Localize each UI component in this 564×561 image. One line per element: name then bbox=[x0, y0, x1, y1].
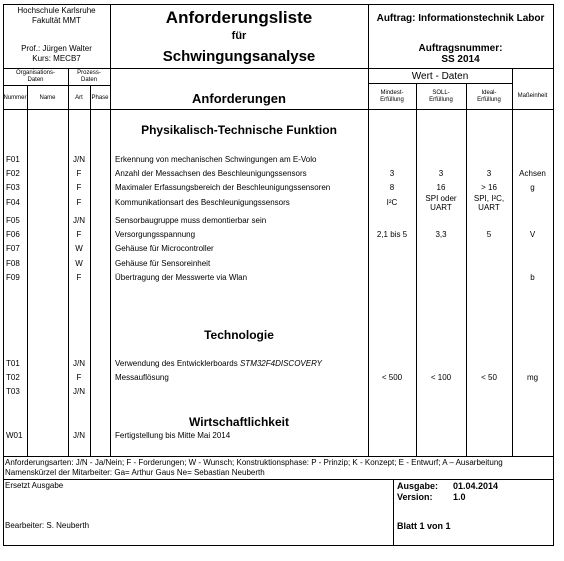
row-type: F bbox=[76, 183, 82, 192]
row-type: J/N bbox=[73, 431, 85, 440]
course: Kurs: MECB7 bbox=[32, 54, 81, 63]
row-text: Übertragung der Messwerte via Wlan bbox=[115, 273, 248, 282]
row-text: Anzahl der Messachsen des Beschleunigungssensors bbox=[115, 169, 307, 178]
row-type: W bbox=[75, 244, 83, 253]
order-number-value: SS 2014 bbox=[441, 54, 480, 65]
row-type: F bbox=[76, 273, 82, 282]
editor: Bearbeiter: S. Neuberth bbox=[5, 521, 90, 530]
faculty-name: Fakultät MMT bbox=[32, 16, 81, 25]
col-art: Art bbox=[75, 95, 83, 101]
row-text: Sensorbaugruppe muss demontierbar sein bbox=[115, 216, 267, 225]
row-text: Messauflösung bbox=[115, 373, 169, 382]
col-phase: Phase bbox=[91, 95, 109, 101]
row-number: W01 bbox=[6, 431, 23, 440]
col-soll: SOLL- Erfüllung bbox=[429, 90, 453, 103]
doc-title-for: für bbox=[231, 30, 247, 42]
row-ideal: < 50 bbox=[481, 373, 497, 382]
row-unit: mg bbox=[526, 373, 539, 382]
issue-label: Ausgabe: bbox=[397, 481, 439, 491]
board-name: STM32F4DISCOVERY bbox=[239, 359, 322, 368]
row-text: Erkennung von mechanischen Schwingungen am E-Volo bbox=[115, 155, 317, 164]
row-number: F07 bbox=[6, 244, 20, 253]
row-number: F04 bbox=[6, 198, 20, 207]
col-min: Mindest- Erfüllung bbox=[380, 90, 404, 103]
version-label: Version: bbox=[397, 492, 433, 502]
process-data-header: Prozess- Daten bbox=[77, 70, 101, 83]
row-number: T03 bbox=[6, 387, 20, 396]
order: Auftrag: Informationstechnik Labor bbox=[376, 13, 545, 24]
col-name: Name bbox=[39, 95, 56, 101]
row-text: Versorgungsspannung bbox=[115, 230, 196, 239]
doc-subject: Schwingungsanalyse bbox=[162, 48, 316, 65]
col-ideal: Ideal- Erfüllung bbox=[477, 90, 501, 103]
row-number: F02 bbox=[6, 169, 20, 178]
row-type: J/N bbox=[73, 216, 85, 225]
value-data-header: Wert - Daten bbox=[411, 71, 469, 82]
row-unit: b bbox=[530, 273, 535, 282]
doc-title: Anforderungsliste bbox=[165, 8, 313, 27]
legend-types: Anforderungsarten: J/N - Ja/Nein; F - Forderungen; W - Wunsch; Konstruktionsphase: P - Prinzip; K - Konzept; E - Entwurf; A – Ausarbeitung bbox=[5, 458, 503, 467]
legend-staff: Namenskürzel der Mitarbeiter: Ga= Arthur Gaus Ne= Sebastian Neuberth bbox=[5, 468, 265, 477]
col-number: Nummer bbox=[3, 95, 27, 101]
row-number: F09 bbox=[6, 273, 20, 282]
row-text: Gehäuse für Microcontroller bbox=[115, 244, 214, 253]
row-min: < 500 bbox=[381, 373, 403, 382]
row-number: T01 bbox=[6, 359, 20, 368]
org-name: Hochschule Karlsruhe bbox=[17, 6, 96, 15]
row-soll: SPI oder UART bbox=[425, 194, 457, 212]
row-type: F bbox=[76, 373, 82, 382]
row-type: F bbox=[76, 198, 82, 207]
row-type: F bbox=[76, 169, 82, 178]
version-value: 1.0 bbox=[453, 492, 466, 502]
section-economy: Wirtschaftlichkeit bbox=[189, 415, 289, 429]
row-text-base: Verwendung des Entwicklerboards bbox=[115, 359, 240, 368]
professor: Prof.: Jürgen Walter bbox=[21, 44, 92, 53]
row-type: F bbox=[76, 230, 82, 239]
row-number: F01 bbox=[6, 155, 20, 164]
row-text: Maximaler Erfassungsbereich der Beschleunigungssensoren bbox=[115, 183, 331, 192]
section-physical: Physikalisch-Technische Funktion bbox=[141, 123, 337, 137]
row-text: Kommunikationsart des Beschleunigungssensors bbox=[115, 198, 290, 207]
row-unit: g bbox=[530, 183, 535, 192]
order-number-label: Auftragsnummer: bbox=[418, 43, 503, 54]
row-soll: 3 bbox=[438, 169, 444, 178]
row-ideal: > 16 bbox=[481, 183, 497, 192]
row-type: J/N bbox=[73, 387, 85, 396]
row-soll: < 100 bbox=[430, 373, 452, 382]
row-min: 2,1 bis 5 bbox=[376, 230, 408, 239]
row-number: F05 bbox=[6, 216, 20, 225]
row-text: Gehäuse für Sensoreinheit bbox=[115, 259, 211, 268]
row-soll: 3,3 bbox=[435, 230, 447, 239]
supersedes: Ersetzt Ausgabe bbox=[5, 481, 64, 490]
row-number: F08 bbox=[6, 259, 20, 268]
row-text bbox=[115, 359, 365, 368]
org-data-header: Organisations- Daten bbox=[15, 70, 56, 83]
row-unit: V bbox=[529, 230, 536, 239]
row-ideal: 3 bbox=[486, 169, 492, 178]
row-ideal: 5 bbox=[486, 230, 492, 239]
row-number: T02 bbox=[6, 373, 20, 382]
row-type: J/N bbox=[73, 155, 85, 164]
col-requirements: Anforderungen bbox=[192, 91, 286, 106]
issue-date: 01.04.2014 bbox=[453, 481, 499, 491]
row-number: F06 bbox=[6, 230, 20, 239]
row-soll: 16 bbox=[436, 183, 446, 192]
row-type: W bbox=[75, 259, 83, 268]
row-min: I²C bbox=[386, 198, 398, 207]
col-unit: Maßeinheit bbox=[517, 93, 548, 99]
row-ideal: SPI, I²C, UART bbox=[473, 194, 505, 212]
section-technology: Technologie bbox=[204, 328, 274, 342]
row-text: Fertigstellung bis Mitte Mai 2014 bbox=[115, 431, 231, 440]
row-min: 8 bbox=[389, 183, 395, 192]
row-min: 3 bbox=[389, 169, 395, 178]
row-number: F03 bbox=[6, 183, 20, 192]
row-unit: Achsen bbox=[519, 169, 546, 178]
sheet-number: Blatt 1 von 1 bbox=[397, 521, 451, 531]
row-type: J/N bbox=[73, 359, 85, 368]
